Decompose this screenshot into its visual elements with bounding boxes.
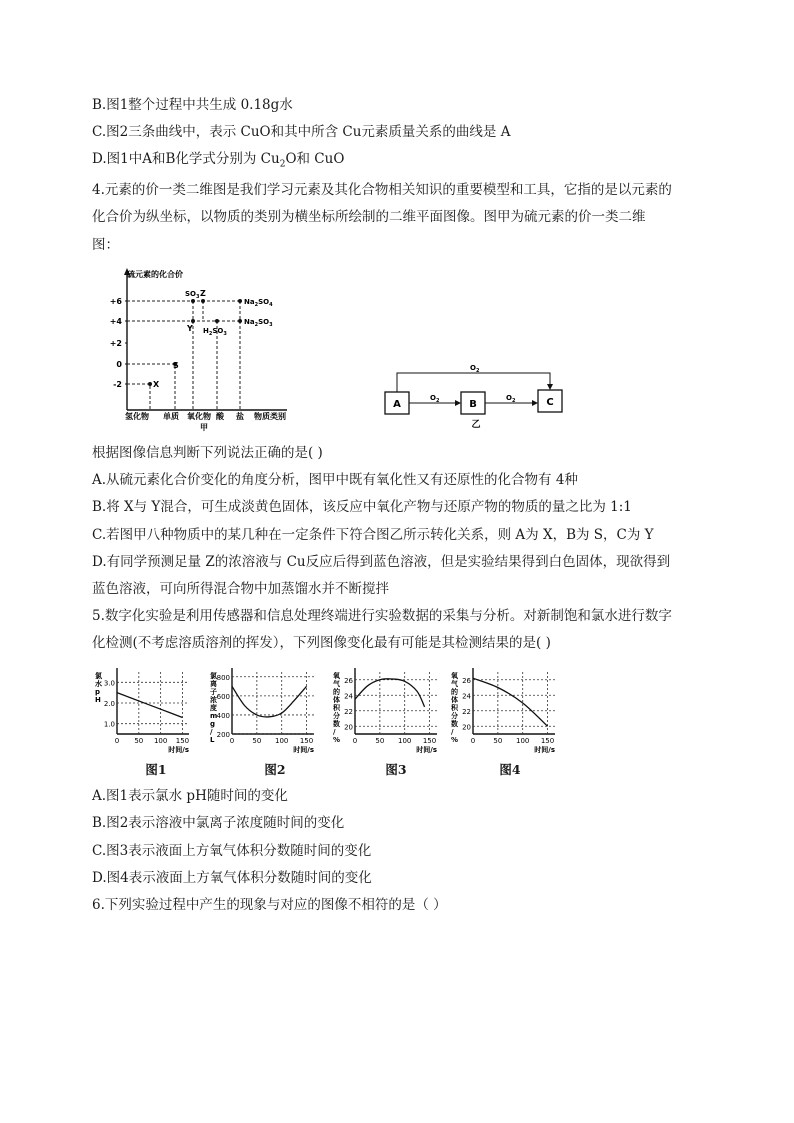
- y-axis-label: 氧气的体积分数/ %: [333, 672, 341, 744]
- x-tick-label: 0: [352, 737, 358, 745]
- question-6: 6.下列实验过程中产生的现象与对应的图像不相符的是（ ）: [92, 897, 447, 913]
- y-tick-label: 20: [462, 723, 471, 732]
- x-tick-label: 150: [175, 737, 190, 745]
- chart-fig4-oxygen: [448, 664, 563, 754]
- option-c-q5: C.图3表示液面上方氧气体积分数随时间的变化: [92, 843, 372, 859]
- caption-fig1: 图1: [145, 762, 167, 777]
- option-b-q5: B.图2表示溶液中氯离子浓度随时间的变化: [92, 815, 345, 831]
- x-tick-label: 100: [153, 737, 168, 745]
- y-tick-label: 800: [216, 673, 230, 682]
- ytick-plus4: +4: [109, 317, 122, 326]
- x-axis-label: 时间/s: [293, 746, 314, 754]
- series-line: [232, 686, 307, 717]
- question-5-line-1: 5.数字化实验是利用传感器和信息处理终端进行实验数据的采集与分析。对新制饱和氯水进行数字: [92, 608, 672, 624]
- ytick-0: 0: [116, 360, 122, 369]
- y-axis-label: 氯离子浓度 m g / L: [210, 672, 218, 744]
- caption-fig3: 图3: [385, 762, 407, 777]
- y-tick-label: 1.0: [103, 720, 115, 729]
- figure-yi-transformation: [382, 360, 572, 430]
- svg-text:C: C: [546, 397, 554, 408]
- y-tick-label: 20: [344, 723, 353, 732]
- svg-text:A: A: [393, 399, 401, 410]
- x-axis-label: 时间/s: [168, 746, 189, 754]
- series-line: [117, 693, 182, 718]
- point-x: [148, 382, 152, 386]
- x-tick-label: 150: [299, 737, 314, 745]
- arrow-bc-label: $O_2$: [506, 394, 516, 404]
- y-axis-label: 氧气的体积分数/ %: [451, 672, 459, 744]
- option-c-q3: C.图2三条曲线中，表示 CuO和其中所含 Cu元素质量关系的曲线是 A: [92, 124, 511, 140]
- xcat-acid: 酸: [216, 412, 224, 421]
- option-b-q3: B.图1整个过程中共生成 0.18g水: [92, 97, 293, 113]
- y-tick-label: 200: [216, 731, 230, 739]
- option-d-q3: D.图1中A和B化学式分别为 $Cu_2O$和 CuO: [92, 151, 345, 170]
- xcat-salt: 盐: [236, 412, 244, 421]
- option-a-q5: A.图1表示氯水 pH随时间的变化: [92, 788, 288, 804]
- y-axis-label: 硫元素的化合价: [127, 270, 183, 279]
- x-tick-label: 150: [422, 737, 437, 745]
- caption-yi: 乙: [471, 420, 481, 430]
- option-d-q4-line-2: 蓝色溶液，可向所得混合物中加蒸馏水并不断搅拌: [92, 581, 389, 597]
- label-na2so4: $Na_2SO_4$: [244, 298, 273, 308]
- x-axis-label: 物质类别: [254, 412, 286, 421]
- y-tick-label: 2.0: [103, 700, 115, 708]
- x-tick-label: 150: [540, 737, 555, 745]
- x-axis-label: 时间/s: [416, 746, 437, 754]
- point-z: [201, 299, 205, 303]
- y-tick-label: 600: [216, 692, 230, 701]
- x-tick-label: 0: [114, 737, 120, 745]
- label-s: S: [173, 361, 179, 370]
- question-4-line-2: 化合价为纵坐标，以物质的类别为横坐标所绘制的二维平面图像。图甲为硫元素的价一类二维: [92, 209, 646, 225]
- label-y: Y: [187, 324, 193, 333]
- label-z: Z: [200, 289, 206, 298]
- x-tick-label: 50: [134, 737, 144, 745]
- xcat-hydride: 氢化物: [125, 412, 149, 421]
- x-tick-label: 100: [275, 737, 289, 745]
- option-c-q4: C.若图甲八种物质中的某几种在一定条件下符合图乙所示转化关系，则 A为 X，B为 S，C为 Y: [92, 527, 654, 543]
- xcat-oxide: 氧化物: [187, 412, 211, 421]
- point-na2so4: [238, 299, 242, 303]
- label-h2so3: $H_2SO_3$: [203, 327, 227, 337]
- y-tick-label: 400: [216, 711, 230, 720]
- caption-jia: 甲: [200, 423, 208, 432]
- y-tick-label: 26: [462, 676, 471, 685]
- series-line: [355, 679, 425, 707]
- x-tick-label: 0: [229, 737, 235, 745]
- option-b-q4: B.将 X与 Y混合，可生成淡黄色固体，该反应中氧化产物与还原产物的物质的量之比为 1:1: [92, 499, 632, 515]
- option-a-q4: A.从硫元素化合价变化的角度分析，图甲中既有氧化性又有还原性的化合物有 4种: [92, 472, 578, 488]
- chart-fig3-oxygen: [330, 664, 445, 754]
- point-so3: [191, 299, 195, 303]
- ytick-plus2: +2: [109, 339, 122, 348]
- caption-fig4: 图4: [499, 762, 521, 777]
- arrow-ac-label: $O_2$: [470, 364, 480, 374]
- question-4-line-1: 4.元素的价一类二维图是我们学习元素及其化合物相关知识的重要模型和工具，它指的是以元素的: [92, 182, 672, 198]
- option-d-q4-line-1: D.有同学预测足量 Z的浓溶液与 Cu反应后得到蓝色溶液，但是实验结果得到白色固体，现欲得到: [92, 554, 671, 570]
- y-tick-label: 22: [462, 707, 471, 716]
- series-line: [473, 678, 548, 726]
- option-d-q5: D.图4表示液面上方氧气体积分数随时间的变化: [92, 870, 372, 886]
- x-tick-label: 100: [516, 737, 530, 745]
- x-tick-label: 50: [252, 737, 262, 745]
- y-tick-label: 26: [344, 676, 353, 685]
- y-tick-label: 24: [462, 692, 471, 701]
- arrow-ab-label: $O_2$: [430, 394, 440, 404]
- label-na2so3: $Na_2SO_3$: [244, 318, 273, 328]
- x-tick-label: 50: [493, 737, 503, 745]
- question-4-ask: 根据图像信息判断下列说法正确的是( ): [92, 445, 323, 461]
- question-5-line-2: 化检测(不考虑溶质溶剂的挥发），下列图像变化最有可能是其检测结果的是( ): [92, 635, 551, 651]
- y-tick-label: 3.0: [103, 679, 115, 688]
- svg-text:B: B: [469, 399, 477, 410]
- question-4-line-3: 图：: [92, 237, 119, 253]
- figure-jia-valence-diagram: [105, 265, 295, 430]
- y-tick-label: 24: [344, 692, 353, 701]
- x-tick-label: 0: [470, 737, 476, 745]
- ytick-plus6: +6: [109, 297, 122, 306]
- caption-fig2: 图2: [264, 762, 286, 777]
- y-axis-label: 氯水 p H: [95, 672, 102, 704]
- xcat-element: 单质: [163, 412, 179, 421]
- x-tick-label: 100: [398, 737, 412, 745]
- x-axis-label: 时间/s: [534, 746, 555, 754]
- y-tick-label: 22: [344, 707, 353, 716]
- label-x: X: [153, 380, 160, 389]
- chart-fig2-chloride: [207, 664, 322, 754]
- x-tick-label: 50: [375, 737, 385, 745]
- point-y: [191, 319, 195, 323]
- point-na2so3: [238, 319, 242, 323]
- label-so3: $SO_3$: [185, 290, 200, 300]
- ytick-minus2: -2: [113, 380, 122, 389]
- point-h2so3: [215, 319, 219, 323]
- chart-fig1-ph: [92, 664, 197, 754]
